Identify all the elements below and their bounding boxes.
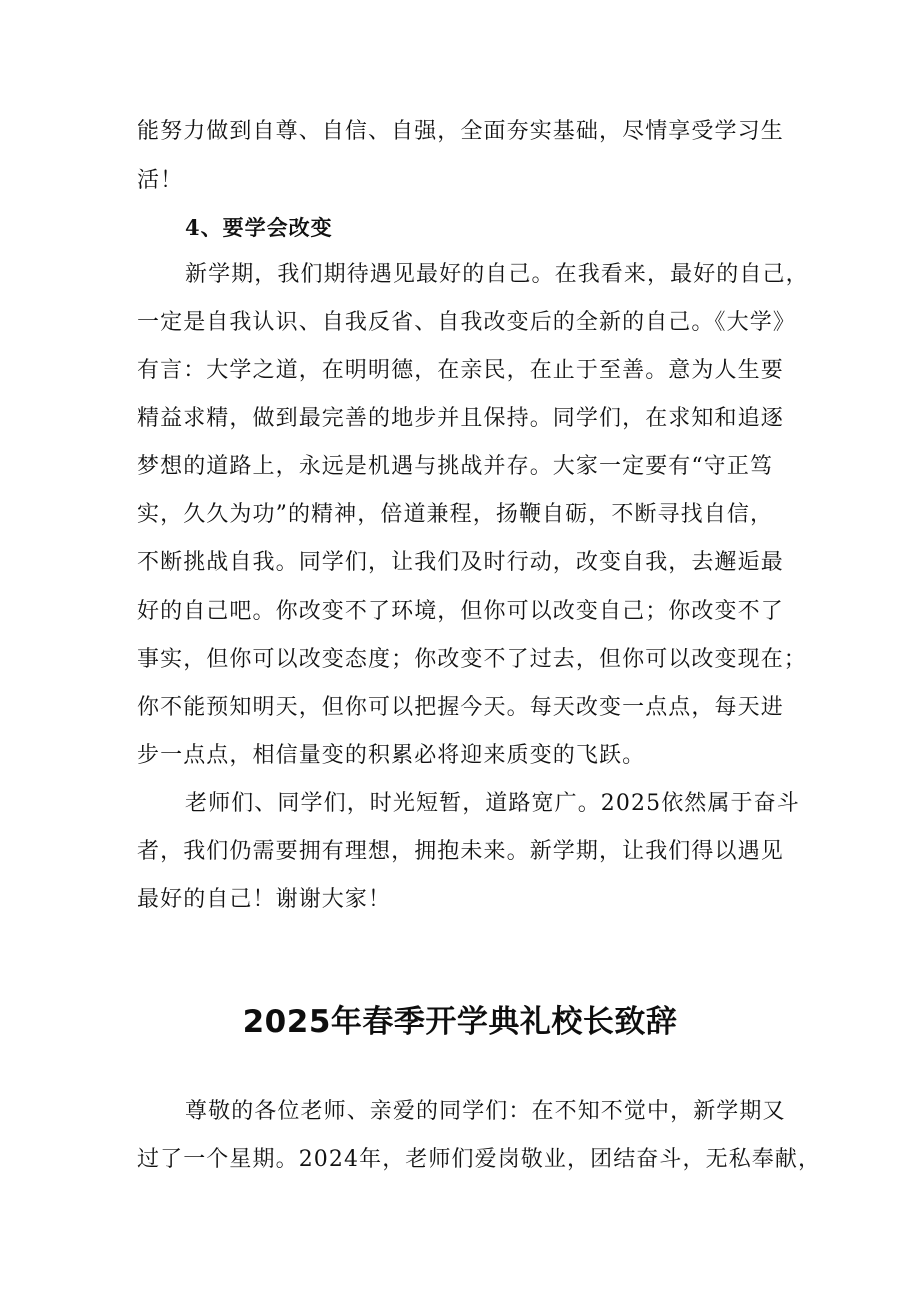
paragraph-line: 一定是自我认识、自我反省、自我改变后的全新的自己。《大学》: [137, 310, 796, 335]
paragraph-line: 活！: [137, 168, 184, 193]
paragraph-line: 老师们、同学们，时光短暂，道路宽广。2025依然属于奋斗: [185, 791, 800, 816]
paragraph-line: 你不能预知明天，但你可以把握今天。每天改变一点点，每天进: [137, 695, 784, 720]
paragraph-line: 能努力做到自尊、自信、自强，全面夯实基础，尽情享受学习生: [137, 119, 784, 144]
section-heading: 4、要学会改变: [185, 215, 333, 240]
paragraph-line: 实，久久为功”的精神，倍道兼程，扬鞭自砺，不断寻找自信，: [137, 502, 774, 527]
paragraph-line: 梦想的道路上，永远是机遇与挑战并存。大家一定要有“守正笃: [137, 454, 774, 479]
paragraph-line: 不断挑战自我。同学们，让我们及时行动，改变自我，去邂逅最: [137, 550, 784, 575]
paragraph-line: 有言：大学之道，在明明德，在亲民，在止于至善。意为人生要: [137, 358, 784, 383]
paragraph-line: 尊敬的各位老师、亲爱的同学们：在不知不觉中，新学期又: [185, 1099, 786, 1124]
paragraph-line: 新学期，我们期待遇见最好的自己。在我看来，最好的自己，: [185, 262, 809, 287]
paragraph-line: 最好的自己！谢谢大家！: [137, 887, 392, 912]
paragraph-line: 事实，但你可以改变态度；你改变不了过去，但你可以改变现在；: [137, 647, 807, 672]
paragraph-line: 精益求精，做到最完善的地步并且保持。同学们，在求知和追逐: [137, 406, 784, 431]
paragraph-line: 过了一个星期。2024年，老师们爱岗敬业，团结奋斗，无私奉献，: [137, 1147, 822, 1172]
article-title: 2025年春季开学典礼校长致辞: [242, 1004, 678, 1040]
paragraph-line: 步一点点，相信量变的积累必将迎来质变的飞跃。: [137, 743, 646, 768]
paragraph-line: 者，我们仍需要拥有理想，拥抱未来。新学期，让我们得以遇见: [137, 839, 784, 864]
paragraph-line: 好的自己吧。你改变不了环境，但你可以改变自己；你改变不了: [137, 599, 784, 624]
